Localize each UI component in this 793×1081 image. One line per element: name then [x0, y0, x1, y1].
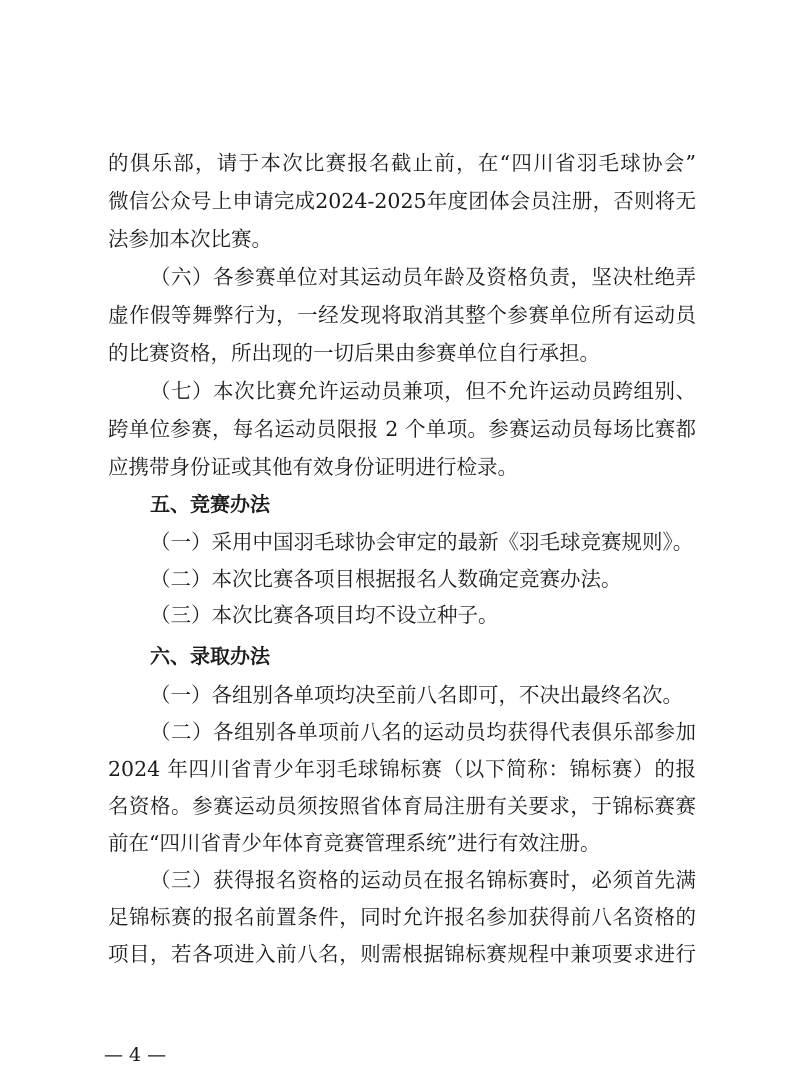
body-text-line: （二）各组别各单项前八名的运动员均获得代表俱乐部参加 [150, 720, 696, 744]
section-heading: 五、竞赛办法 [150, 492, 270, 516]
body-text-line: （六）各参赛单位对其运动员年龄及资格负责，坚决杜绝弄 [150, 265, 696, 289]
body-text-line: （一）各组别各单项均决至前八名即可，不决出最终名次。 [150, 683, 683, 707]
section-heading: 六、录取办法 [150, 644, 270, 668]
body-text-line: 法参加本次比赛。 [108, 227, 272, 251]
body-text-line: 2024 年四川省青少年羽毛球锦标赛（以下简称：锦标赛）的报 [108, 757, 696, 781]
body-text-line: 应携带身份证或其他有效身份证明进行检录。 [108, 455, 518, 479]
body-text-line: （三）本次比赛各项目均不设立种子。 [150, 603, 499, 627]
body-text-line: （一）采用中国羽毛球协会审定的最新《羽毛球竞赛规则》。 [150, 530, 694, 554]
body-text-line: （三）获得报名资格的运动员在报名锦标赛时，必须首先满 [150, 868, 696, 892]
body-text-line: 的比赛资格，所出现的一切后果由参赛单位自行承担。 [108, 341, 600, 365]
body-text-line: 项目，若各项进入前八名，则需根据锦标赛规程中兼项要求进行 [108, 942, 696, 966]
body-text-line: 足锦标赛的报名前置条件，同时允许报名参加获得前八名资格的 [108, 905, 696, 929]
body-text-line: （二）本次比赛各项目根据报名人数确定竞赛办法。 [150, 567, 622, 591]
body-text-line: 微信公众号上申请完成2024-2025年度团体会员注册，否则将无 [108, 189, 696, 213]
body-text-line: 名资格。参赛运动员须按照省体育局注册有关要求，于锦标赛赛 [108, 794, 696, 818]
body-text-line: 虚作假等舞弊行为，一经发现将取消其整个参赛单位所有运动员 [108, 303, 696, 327]
body-text-line: 跨单位参赛，每名运动员限报 2 个单项。参赛运动员每场比赛都 [108, 417, 696, 441]
page-number: — 4 — [104, 1044, 167, 1066]
body-text-line: （七）本次比赛允许运动员兼项，但不允许运动员跨组别、 [150, 379, 696, 403]
body-text-line: 的俱乐部，请于本次比赛报名截止前，在“四川省羽毛球协会” [108, 151, 696, 175]
body-text-line: 前在“四川省青少年体育竞赛管理系统”进行有效注册。 [108, 831, 601, 855]
